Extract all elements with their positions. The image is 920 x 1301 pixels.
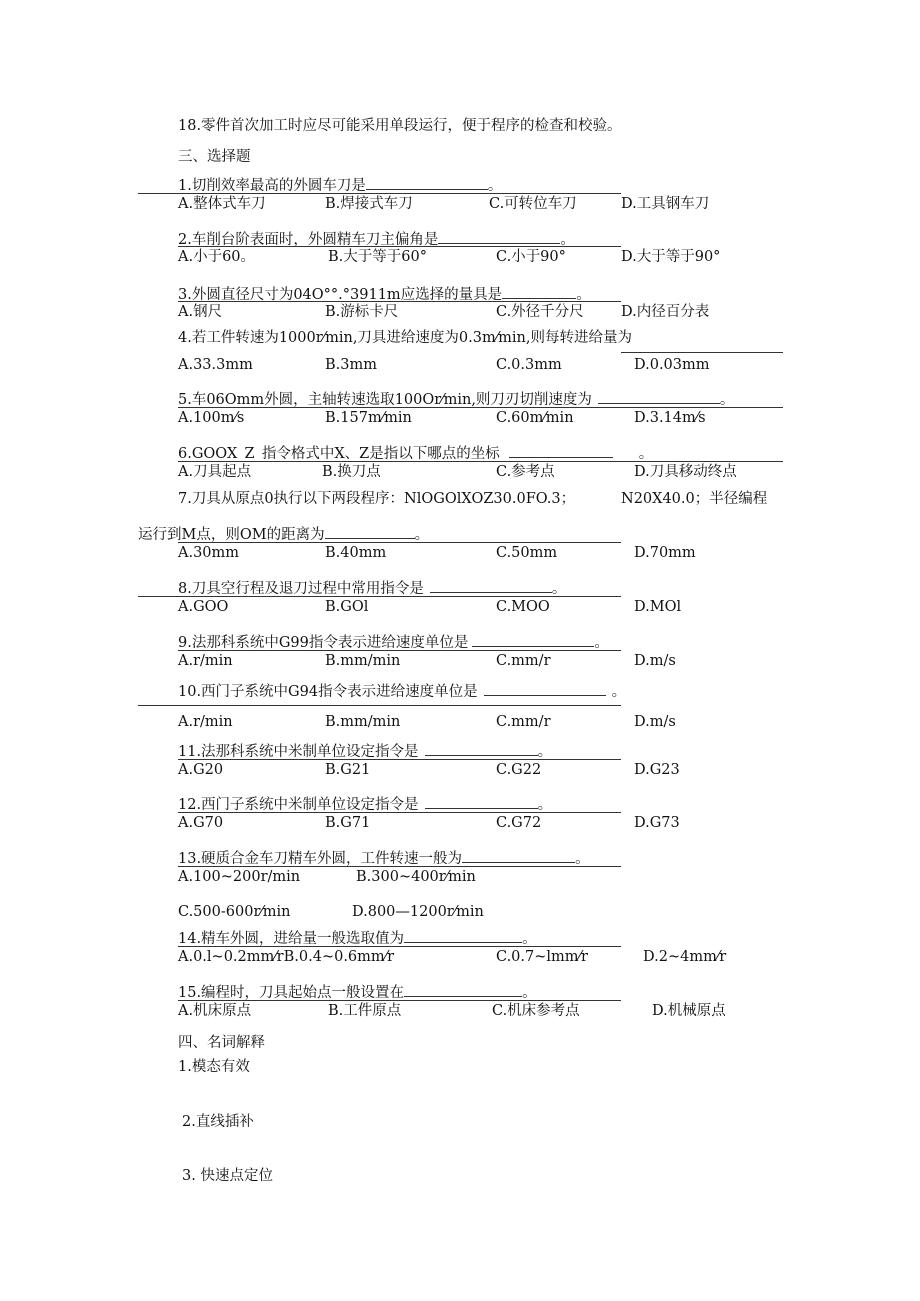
section-heading-terms: 四、名词解释 bbox=[178, 1035, 265, 1051]
rule-line bbox=[178, 946, 621, 947]
term-1: 1.模态有效 bbox=[178, 1059, 250, 1075]
q10-option-b: B.mm/min bbox=[325, 714, 401, 730]
section-heading-choice: 三、选择题 bbox=[178, 149, 251, 165]
q14-option-d: D.2~4mm⁄r bbox=[643, 949, 727, 965]
question-3: 3.外圆直径尺寸为04O°°.°3911m应选择的量具是 。 bbox=[178, 284, 591, 304]
rule-line bbox=[178, 542, 621, 543]
q2-option-b: B.大于等于60° bbox=[328, 249, 427, 265]
q8-option-d: D.MOl bbox=[634, 599, 682, 615]
q6-option-d: D.刀具移动终点 bbox=[634, 464, 737, 480]
question-2: 2.车削台阶表面时，外圆精车刀主偏角是 。 bbox=[178, 229, 575, 249]
question-12: 12.西门子系统中米制单位设定指令是 。 bbox=[178, 794, 552, 814]
question-10: 10.西门子系统中G94指令表示进给速度单位是 。 bbox=[178, 681, 626, 701]
q7-option-a: A.30mm bbox=[178, 545, 240, 561]
question-1: 1.切削效率最高的外圆车刀是 。 bbox=[178, 175, 502, 195]
question-13: 13.硬质合金车刀精车外圆，工件转速一般为 。 bbox=[178, 848, 590, 868]
q15-option-b: B.工件原点 bbox=[328, 1003, 402, 1019]
q7-option-d: D.70mm bbox=[634, 545, 696, 561]
q6-option-b: B.换刀点 bbox=[322, 464, 381, 480]
q13-option-d: D.800—1200r⁄min bbox=[352, 904, 484, 920]
q13-option-c: C.500-600r⁄min bbox=[178, 904, 291, 920]
q12-option-b: B.G71 bbox=[325, 815, 371, 831]
q2-option-c: C.小于90° bbox=[496, 249, 566, 265]
q5-option-d: D.3.14m⁄s bbox=[634, 410, 706, 426]
rule-line bbox=[178, 246, 621, 247]
q12-option-a: A.G70 bbox=[178, 815, 224, 831]
q15-option-c: C.机床参考点 bbox=[492, 1003, 580, 1019]
q8-option-a: A.GOO bbox=[178, 599, 229, 615]
q9-option-b: B.mm/min bbox=[325, 653, 401, 669]
rule-line bbox=[178, 650, 621, 651]
q7-option-b: B.40mm bbox=[325, 545, 387, 561]
rule-line bbox=[138, 705, 621, 706]
q3-option-d: D.内径百分表 bbox=[621, 304, 710, 320]
question-7: 7.刀具从原点0执行以下两段程序：NlOGOlXOZ30.0FO.3； bbox=[178, 491, 576, 507]
q15-option-d: D.机械原点 bbox=[652, 1003, 726, 1019]
q11-option-b: B.G21 bbox=[325, 762, 371, 778]
q10-option-c: C.mm/r bbox=[496, 714, 551, 730]
q14-option-ab: A.0.l~0.2mm⁄rB.0.4~0.6mm⁄r bbox=[178, 949, 394, 965]
q1-option-b: B.焊接式车刀 bbox=[325, 196, 413, 212]
q5-option-a: A.100m⁄s bbox=[178, 410, 245, 426]
q3-option-a: A.钢尺 bbox=[178, 304, 223, 320]
question-9: 9.法那科系统中G99指令表示进给速度单位是 。 bbox=[178, 632, 609, 652]
q10-option-d: D.m/s bbox=[634, 714, 676, 730]
q5-option-c: C.60m⁄min bbox=[496, 410, 574, 426]
q11-option-a: A.G20 bbox=[178, 762, 224, 778]
rule-line bbox=[138, 596, 621, 597]
rule-line bbox=[178, 301, 621, 302]
q7-option-c: C.50mm bbox=[496, 545, 558, 561]
question-7-line-2: 运行到M点，则OM的距离为 。 bbox=[138, 524, 429, 544]
q10-option-a: A.r/min bbox=[178, 714, 233, 730]
question-5: 5.车06Omm外圆，主轴转速选取100Or⁄min,则刀刃切削速度为 。 bbox=[178, 389, 734, 409]
q9-option-c: C.mm/r bbox=[496, 653, 551, 669]
q9-option-d: D.m/s bbox=[634, 653, 676, 669]
question-8: 8.刀具空行程及退刀过程中常用指令是 。 bbox=[178, 578, 566, 598]
q3-option-b: B.游标卡尺 bbox=[325, 304, 399, 320]
q5-option-b: B.157m⁄min bbox=[325, 410, 412, 426]
q9-option-a: A.r/min bbox=[178, 653, 233, 669]
q15-option-a: A.机床原点 bbox=[178, 1003, 252, 1019]
rule-line bbox=[178, 759, 621, 760]
q4-option-a: A.33.3mm bbox=[178, 357, 253, 373]
q1-option-c: C.可转位车刀 bbox=[489, 196, 577, 212]
question-4: 4.若工件转速为1000r⁄min,刀具进给速度为0.3m⁄min,则每转进给量为 bbox=[178, 330, 632, 346]
q11-option-c: C.G22 bbox=[496, 762, 542, 778]
q6-option-c: C.参考点 bbox=[496, 464, 555, 480]
term-3: 3. 快速点定位 bbox=[182, 1168, 273, 1184]
question-6: 6.GOOX_Z_指令格式中X、Z是指以下哪点的坐标 。 bbox=[178, 443, 653, 463]
question-14: 14.精车外圆，进给量一般选取值为 。 bbox=[178, 928, 537, 948]
rule-line bbox=[138, 193, 621, 194]
question-7-continued: N20X40.0；半径编程 bbox=[621, 491, 768, 507]
q8-option-b: B.GOl bbox=[325, 599, 369, 615]
question-11: 11.法那科系统中米制单位设定指令是 。 bbox=[178, 741, 552, 761]
q1-option-a: A.整体式车刀 bbox=[178, 196, 266, 212]
q8-option-c: C.MOO bbox=[496, 599, 550, 615]
item-18: 18.零件首次加工时应尽可能采用单段运行，便于程序的检查和校验。 bbox=[178, 118, 622, 134]
q2-option-d: D.大于等于90° bbox=[621, 249, 721, 265]
q4-option-b: B.3mm bbox=[325, 357, 377, 373]
q3-option-c: C.外径千分尺 bbox=[496, 304, 584, 320]
q1-option-d: D.工具钢车刀 bbox=[621, 196, 710, 212]
rule-line bbox=[178, 866, 621, 867]
q13-option-b: B.300~400r⁄min bbox=[356, 869, 476, 885]
q12-option-d: D.G73 bbox=[634, 815, 680, 831]
rule-line bbox=[621, 352, 783, 353]
q4-option-d: D.0.03mm bbox=[634, 357, 710, 373]
q11-option-d: D.G23 bbox=[634, 762, 680, 778]
q12-option-c: C.G72 bbox=[496, 815, 542, 831]
question-15: 15.编程时，刀具起始点一般设置在 。 bbox=[178, 982, 537, 1002]
q2-option-a: A.小于60。 bbox=[178, 249, 256, 265]
q4-option-c: C.0.3mm bbox=[496, 357, 562, 373]
rule-line bbox=[178, 1000, 621, 1001]
term-2: 2.直线插补 bbox=[182, 1114, 254, 1130]
rule-line bbox=[178, 812, 621, 813]
rule-line bbox=[178, 407, 783, 408]
q14-option-c: C.0.7~lmm⁄r bbox=[496, 949, 588, 965]
q6-option-a: A.刀具起点 bbox=[178, 464, 252, 480]
rule-line bbox=[178, 461, 783, 462]
q13-option-a: A.100~200r/min bbox=[178, 869, 301, 885]
